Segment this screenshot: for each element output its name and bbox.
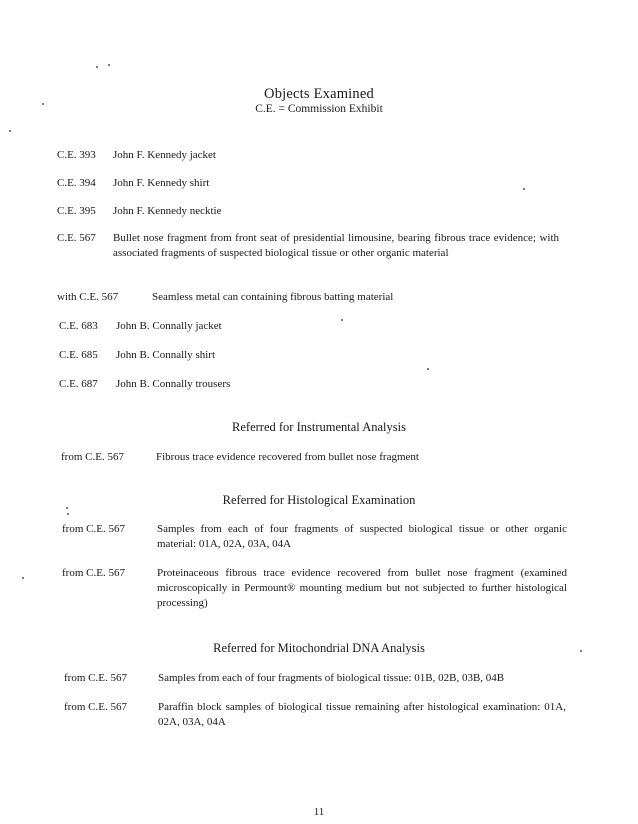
exhibit-description: John B. Connally jacket	[116, 320, 222, 332]
exhibit-description: John B. Connally trousers	[116, 378, 231, 390]
referral-label: from C.E. 567	[61, 451, 124, 463]
exhibit-label: C.E. 394	[57, 177, 96, 189]
referral-entry	[64, 700, 574, 730]
section-heading-mitochondrial: Referred for Mitochondrial DNA Analysis	[213, 641, 425, 655]
object-entry	[59, 377, 579, 392]
exhibit-description: Bullet nose fragment from front seat of presidential limousine, bearing fibrous trace evidence; with associated fragments of suspected biological tissue or other organic material	[113, 232, 559, 259]
referral-description: Samples from each of four fragments of suspected biological tissue or other organic material: 01A, 02A, 03A, 04A	[157, 523, 567, 550]
referral-description: Proteinaceous fibrous trace evidence recovered from bullet nose fragment (examined microscopically in Permount® mounting medium but not subjected to further histological processing)	[157, 567, 567, 609]
exhibit-label: C.E. 567	[57, 232, 96, 244]
referral-label: from C.E. 567	[64, 701, 127, 713]
scan-speck	[9, 130, 11, 132]
exhibit-label: C.E. 393	[57, 149, 96, 161]
object-entry	[57, 290, 577, 305]
exhibit-label: C.E. 683	[59, 320, 98, 332]
scan-speck	[22, 577, 24, 579]
object-entry	[57, 231, 567, 276]
referral-entry	[62, 566, 572, 611]
exhibit-label: C.E. 687	[59, 378, 98, 390]
exhibit-description: John F. Kennedy jacket	[113, 149, 216, 161]
object-entry	[57, 204, 577, 219]
page-subtitle: C.E. = Commission Exhibit	[255, 103, 383, 115]
referral-description: Fibrous trace evidence recovered from bullet nose fragment	[156, 451, 419, 463]
scan-speck	[108, 64, 110, 66]
object-entry	[57, 148, 577, 163]
exhibit-description: John F. Kennedy shirt	[113, 177, 210, 189]
referral-description: Paraffin block samples of biological tissue remaining after histological examination: 01A, 02A, 03A, 04A	[158, 701, 566, 728]
scan-speck	[427, 368, 429, 370]
exhibit-description: John F. Kennedy necktie	[113, 205, 222, 217]
object-entry	[59, 319, 579, 334]
exhibit-description: John B. Connally shirt	[116, 349, 216, 361]
referral-entry	[61, 450, 581, 465]
referral-description: Samples from each of four fragments of biological tissue: 01B, 02B, 03B, 04B	[158, 672, 505, 684]
object-entry	[59, 348, 579, 363]
referral-entry	[64, 671, 574, 686]
object-entry	[57, 176, 577, 191]
scan-speck	[96, 66, 98, 68]
page-title: Objects Examined	[264, 86, 374, 102]
section-heading-instrumental: Referred for Instrumental Analysis	[232, 420, 406, 434]
section-heading-histological: Referred for Histological Examination	[222, 493, 416, 507]
exhibit-label: C.E. 395	[57, 205, 96, 217]
referral-label: from C.E. 567	[62, 567, 125, 579]
exhibit-label: C.E. 685	[59, 349, 98, 361]
scan-speck	[67, 513, 69, 515]
page-number: 11	[313, 806, 325, 818]
referral-label: from C.E. 567	[64, 672, 127, 684]
referral-label: from C.E. 567	[62, 523, 125, 535]
exhibit-label: with C.E. 567	[57, 291, 119, 303]
exhibit-description: Seamless metal can containing fibrous batting material	[152, 291, 394, 303]
referral-entry	[62, 522, 572, 552]
